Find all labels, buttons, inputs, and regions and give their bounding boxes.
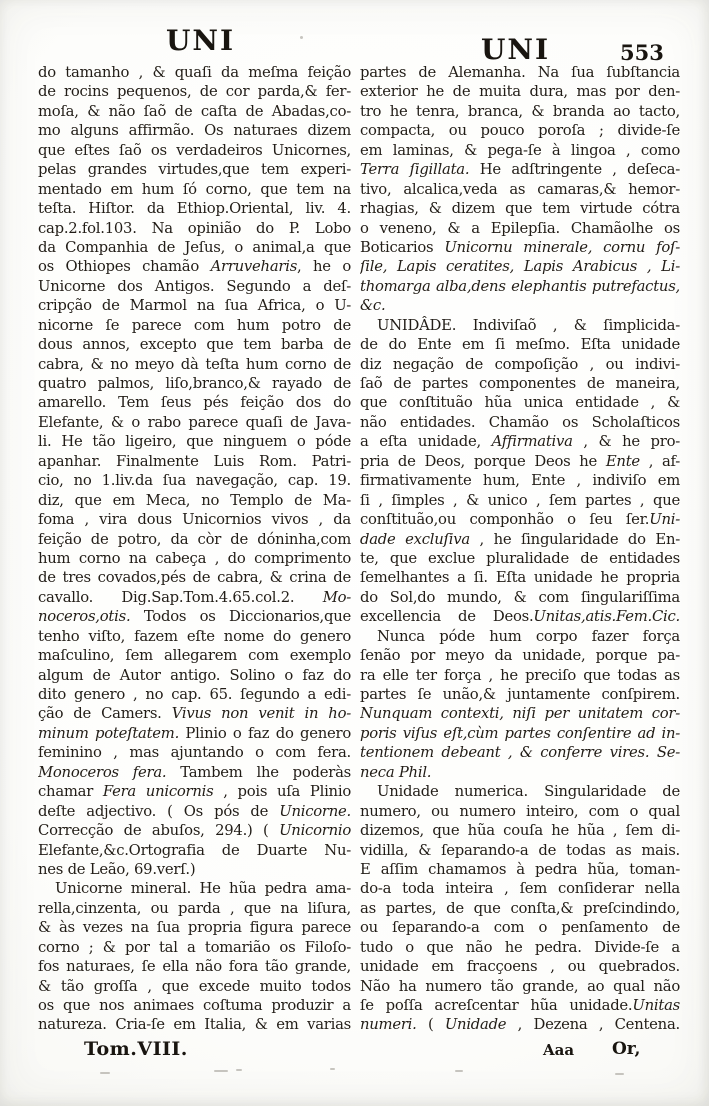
text-line: excellencia de Deos.Unitas,atis.Fem.Cic.: [360, 608, 680, 626]
text-line: Nunca póde hum corpo fazer força: [377, 627, 680, 645]
text-line: & tão groſſa , que excede muito todos: [38, 977, 351, 995]
text-line: cavallo. Dig.Sap.Tom.4.65.col.2. Mo-: [38, 588, 351, 606]
scan-speckle: [214, 1070, 228, 1072]
scan-speckle: [100, 1072, 110, 1074]
text-line: noceros,otis. Todos os Diccionarios,que: [38, 608, 351, 626]
text-line: amarello. Tem ſeus pés feição dos do: [38, 394, 351, 412]
text-line: rhagias, & dizem que tem virtude cótra: [360, 200, 680, 218]
text-line: foma , vira dous Unicornios vivos , da: [38, 511, 351, 529]
text-line: cabra, & no meyo dà teſta hum corno de: [38, 355, 351, 373]
text-line: ra elle ter força , he preciſo que todas as: [360, 666, 680, 684]
text-line: corno ; & por tal a tomarião os Filoſo-: [38, 938, 351, 956]
running-head-right: UNI: [481, 33, 551, 66]
text-line: ção de Camers. Vivus non venit in ho-: [38, 705, 351, 723]
text-line: &c.: [360, 297, 386, 315]
text-line: mentado em hum ſó corno, que tem na: [38, 180, 351, 198]
text-line: Elefante,&c.Ortografia de Duarte Nu-: [38, 841, 351, 859]
text-line: Boticarios Unicornu minerale, cornu foſ-: [360, 238, 680, 256]
text-line: vidilla, & ſeparando-a de todas as mais.: [360, 841, 680, 859]
text-line: firmativamente hum, Ente , indiviſo em: [360, 472, 680, 490]
page-number: 553: [620, 40, 664, 65]
text-line: partes ſe unão,& juntamente conſpirem.: [360, 686, 680, 703]
text-line: minum poteſtatem. Plinio o faz do genero: [38, 724, 351, 742]
text-line: ſaõ de partes componentes de maneira,: [360, 375, 680, 392]
text-line: que eſtes ſaõ os verdadeiros Unicornes,: [38, 141, 351, 159]
text-line: Unicorne dos Antigos. Segundo a deſ-: [38, 277, 351, 295]
text-line: Unidade numerica. Singularidade de: [377, 783, 680, 801]
text-line: nes de Leão, 69.verſ.): [38, 860, 196, 878]
text-line: Não ha numero tão grande, ao qual não: [360, 977, 680, 995]
text-line: fos naturaes, ſe ella não fora tão grande,: [38, 958, 351, 976]
text-line: pelas grandes virtudes,que tem experi-: [38, 161, 351, 179]
volume-signature: Tom.VIII.: [84, 1038, 188, 1060]
text-line: ſe poſſa acreſcentar hũa unidade.Unitas: [360, 997, 680, 1014]
text-line: partes de Alemanha. Na ſua ſubſtancia: [360, 64, 680, 81]
text-line: diz, que em Meca, no Templo de Ma-: [38, 491, 351, 509]
left-text-column: [38, 63, 351, 1035]
text-line: a eſta unidade, Affirmativa , & he pro-: [360, 433, 680, 451]
text-line: de tres covados,pés de cabra, & crina de: [38, 569, 351, 587]
text-line: compacta, ou pouco poroſa ; divide-ſe: [360, 122, 680, 140]
text-line: numeri. ( Unidade , Dezena , Centena.: [360, 1016, 680, 1034]
text-line: apanhar. Finalmente Luis Rom. Patri-: [38, 452, 351, 470]
text-line: ſemelhantes a ſi. Eſta unidade he propria: [360, 569, 680, 587]
text-line: tenho viſto, fazem eſte nome do genero: [38, 627, 351, 645]
text-line: as partes, de que conſta,& preſcindindo,: [360, 899, 680, 917]
scan-speckle: [300, 36, 303, 39]
right-text-column: [360, 63, 680, 1035]
text-line: de rocins pequenos, de cor parda,& fer-: [38, 83, 351, 101]
text-line: & às vezes na ſua propria figura parece: [38, 919, 351, 937]
text-line: do tamanho , & quaſi da meſma feição: [38, 64, 351, 81]
text-line: ſi , ſimples , & unico , ſem partes , que: [360, 491, 680, 509]
text-line: feição de potro, da còr de dóninha,com: [38, 530, 351, 548]
text-line: tentionem debeant , & conferre vires. Se-: [360, 744, 680, 762]
text-line: numero, ou numero inteiro, com o qual: [360, 802, 680, 820]
text-line: exterior he de muita dura, mas por den-: [360, 83, 680, 101]
text-line: Terra ſigillata. He adſtringente , deſeca-: [360, 161, 680, 179]
text-line: de do Ente em ſi meſmo. Eſta unidade: [360, 336, 680, 354]
text-line: o veneno, & a Epilepſia. Chamãolhe os: [360, 219, 680, 237]
text-line: Elefante, & o rabo parece quaſi de Java-: [38, 413, 351, 431]
text-line: diz negação de compoſição , ou indivi-: [360, 355, 680, 373]
catchword: Or,: [612, 1039, 641, 1059]
text-line: tudo o que não he pedra. Divide-ſe a: [360, 938, 680, 956]
text-line: ſenão por meyo da unidade, porque pa-: [360, 647, 680, 665]
text-line: pria de Deos, porque Deos he Ente , af-: [360, 452, 680, 470]
text-line: algum de Autor antigo. Solino o faz do: [38, 666, 351, 684]
text-line: feminino , mas ajuntando o com fera.: [38, 744, 351, 762]
text-line: thomarga alba,dens elephantis putrefactus,: [360, 277, 680, 295]
text-line: neca Phil.: [360, 763, 432, 781]
scan-speckle: [615, 1073, 624, 1075]
text-line: Nunquam contexti, niſi per unitatem cor-: [360, 705, 680, 723]
text-line: da Companhia de Jeſus, o animal,a que: [38, 238, 351, 256]
text-line: chamar Fera unicornis , pois uſa Plinio: [38, 783, 351, 801]
text-line: maſculino, ſem allegarem com exemplo: [38, 647, 351, 665]
text-line: dade excluſiva , he ſingularidade do En-: [360, 530, 680, 548]
gathering-signature: Aaa: [543, 1041, 575, 1059]
text-line: cap.2.fol.103. Na opinião do P. Lobo: [38, 219, 351, 237]
text-line: moſa, & não ſaõ de caſta de Abadas,co-: [38, 102, 351, 120]
text-line: ſile, Lapis ceratites, Lapis Arabicus , Li-: [360, 258, 680, 276]
text-line: deſte adjectivo. ( Os pós de Unicorne.: [38, 802, 351, 820]
text-line: te, que exclue pluralidade de entidades: [360, 549, 680, 567]
text-line: natureza. Cria-ſe em Italia, & em varias: [38, 1016, 351, 1034]
text-line: que conſtituão hũa unica entidade , &: [360, 394, 680, 412]
text-line: os que nos animaes coſtuma produzir a: [38, 997, 351, 1014]
text-line: do Sol,do mundo, & com ſingulariſſima: [360, 588, 680, 606]
text-line: tro he tenra, branca, & branda ao tacto,: [360, 102, 680, 120]
text-line: hum corno na cabeça , do comprimento: [38, 549, 351, 567]
text-line: dizemos, que hũa couſa he hũa , ſem di-: [360, 822, 680, 840]
text-line: Unicorne mineral. He hũa pedra ama-: [55, 880, 351, 898]
text-line: li. He tão ligeiro, que ninguem o póde: [38, 433, 351, 451]
text-line: teſta. Hiſtor. da Ethiop.Oriental, liv. 4.: [38, 200, 351, 218]
text-line: unidade em fracçoens , ou quebrados.: [360, 958, 680, 976]
text-line: dito genero , no cap. 65. ſegundo a edi-: [38, 686, 351, 703]
scan-speckle: [236, 1069, 242, 1071]
text-line: nicorne ſe parece com hum potro de: [38, 316, 351, 334]
text-line: quatro palmos, liſo,branco,& rayado de: [38, 375, 351, 392]
text-line: dous annos, excepto que tem barba de: [38, 336, 351, 354]
text-line: do-a toda inteira , ſem conſiderar nella: [360, 880, 680, 898]
text-line: rella,cinzenta, ou parda , que na liſura,: [38, 899, 351, 917]
text-line: cio, no 1.liv.da ſua navegação, cap. 19.: [38, 472, 351, 490]
text-line: poris viſus eſt,cùm partes conſentire ad in-: [360, 724, 680, 742]
text-line: não entidades. Chamão os Scholaſticos: [360, 413, 680, 431]
text-line: em laminas, & pega-ſe à lingoa , como: [360, 141, 680, 159]
text-line: Monoceros fera. Tambem lhe poderàs: [38, 763, 351, 781]
text-line: os Othiopes chamão Arruveharis, he o: [38, 258, 351, 276]
text-line: tivo, alcalica,veda as camaras,& hemor-: [360, 180, 680, 198]
running-head-left: UNI: [166, 24, 236, 57]
text-line: UNIDÂDE. Indiviſaõ , & ſimplicida-: [377, 316, 680, 334]
text-line: ou ſeparando-a com o penſamento de: [360, 919, 680, 937]
text-line: Correcção de abuſos, 294.) ( Unicornio: [38, 822, 351, 840]
scan-speckle: [330, 1068, 335, 1070]
scan-speckle: [455, 1070, 463, 1072]
text-line: conſtituão,ou componhão o ſeu ſer.Uni-: [360, 511, 680, 529]
text-line: cripção de Marmol na ſua Africa, o U-: [38, 297, 351, 315]
text-line: mo alguns affirmão. Os naturaes dizem: [38, 122, 351, 140]
text-line: E aſſim chamamos à pedra hũa, toman-: [360, 860, 680, 878]
